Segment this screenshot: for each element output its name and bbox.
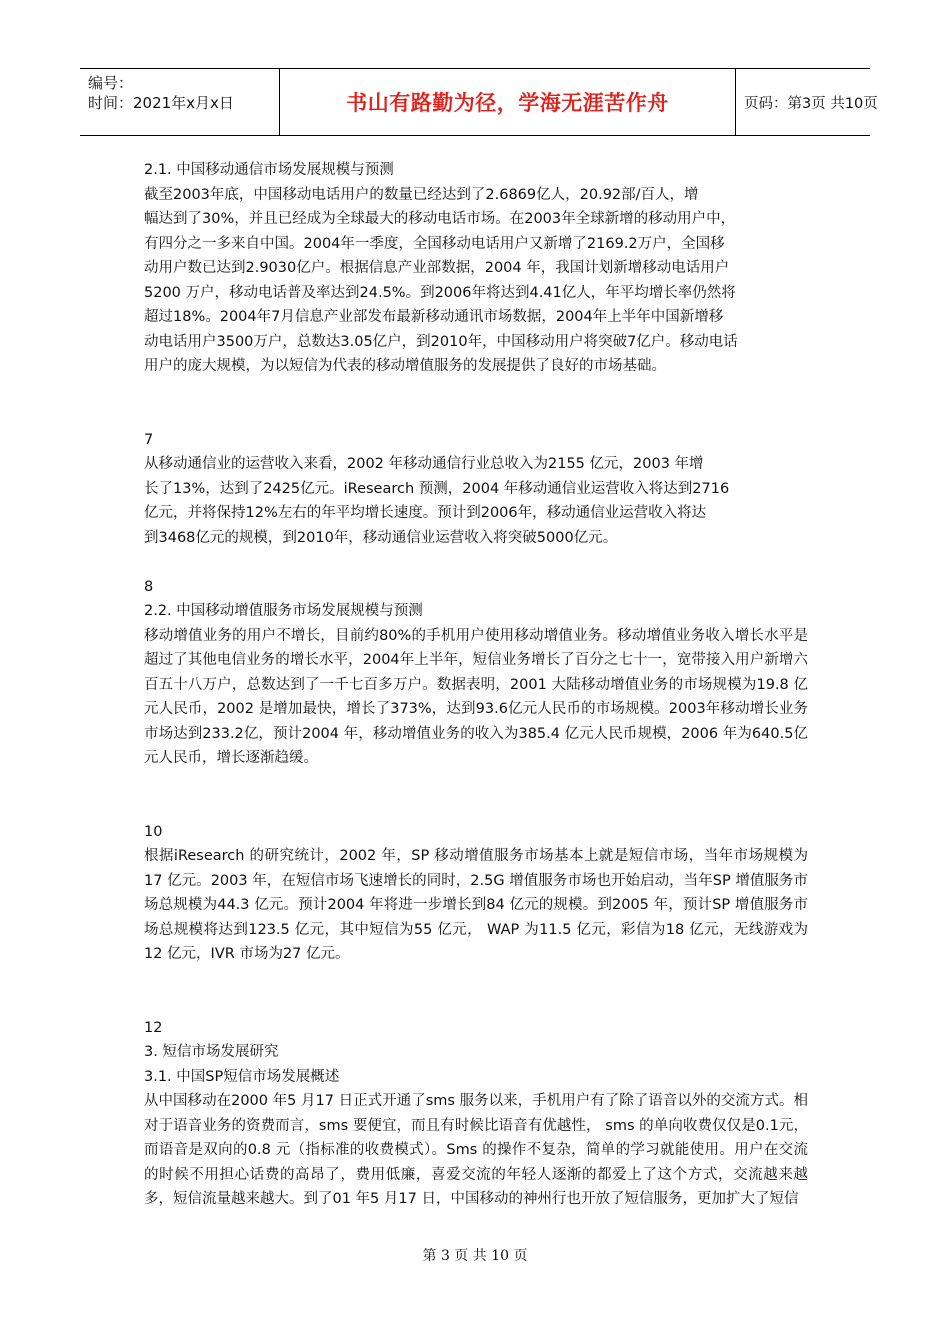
page-number-marker: 7 — [144, 431, 154, 448]
header-time-label: 时间：2021年x月x日 — [88, 94, 234, 112]
section-2-1-heading: 2.1. 中国移动通信市场发展规模与预测 — [144, 162, 394, 178]
revenue-line: 亿元，并将保持12%左右的年平均增长速度。预计到2006年，移动通信业运营收入将达 — [144, 505, 707, 521]
sp-market-paragraph: 根据iResearch 的研究统计，2002 年，SP 移动增值服务市场基本上就是短信市场，当年市场规模为17 亿元。2003 年，在短信市场飞速增长的同时，2.5G 增值服务市场也开始启动，当年SP 增值服务市场总规模为44.3 亿元。预计2004 年将进一步增长到84 亿元的规模。到2005 年，预计SP 增值服务市场总规模将达到123.5 亿元，其中短信为55 亿元， WAP 为11.5 亿元，彩信为18 亿元，无线游戏为12 亿元，IVR 市场为27 亿元。 — [144, 848, 808, 962]
section-2-2-paragraph: 移动增值业务的用户不增长，目前约80%的手机用户使用移动增值业务。移动增值业务收入增长水平是超过了其他电信业务的增长水平，2004年上半年，短信业务增长了百分之七十一，宽带接入用户新增六百五十八万户，总数达到了一千七百多万户。数据表明，2001 大陆移动增值业务的市场规模为19.8 亿元人民币，2002 是增加最快，增长了373%，达到93.6亿元人民币的市场规模。2003年移动增长业务市场达到233.2亿，预计2004 年，移动增值业务的收入为385.4 亿元人民币规模，2006 年为640.5亿元人民币，增长逐渐趋缓。 — [144, 627, 808, 766]
section-3-heading: 3. 短信市场发展研究 — [144, 1044, 279, 1060]
page-header — [80, 68, 878, 136]
revenue-line: 从移动通信业的运营收入来看，2002 年移动通信行业总收入为2155 亿元，2003 年增 — [144, 456, 704, 472]
section-2-1-line: 有四分之一多来自中国。2004年一季度，全国移动电话用户又新增了2169.2万户，全国移 — [144, 235, 725, 252]
page-number-marker: 10 — [144, 823, 163, 840]
section-2-1-line: 截至2003年底，中国移动电话用户的数量已经达到了2.6869亿人，20.92部/百人，增 — [144, 186, 699, 203]
section-2-1-line: 超过18%。2004年7月信息产业部发布最新移动通讯市场数据，2004年上半年中国新增移 — [144, 309, 724, 325]
section-3-1-paragraph: 从中国移动在2000 年5 月17 日正式开通了sms 服务以来，手机用户有了除了语音以外的交流方式。相对于语音业务的资费而言，sms 要便宜，而且有时候比语音有优越性， sms 的单向收费仅仅是0.1元，而语音是双向的0.8 元（指标准的收费模式）。Sms 的操作不复杂，简单的学习就能使用。用户在交流的时候不用担心话费的高昂了，费用低廉，喜爱交流的年轻人逐渐的都爱上了这个方式，交流越来越多，短信流量越来越大。到了01 年5 月17 日，中国移动的神州行也开放了短信服务，更加扩大了短信 — [144, 1093, 808, 1207]
section-2-1-line: 5200 万户，移动电话普及率达到24.5%。到2006年将达到4.41亿人，年平均增长率仍然将 — [144, 284, 736, 301]
section-2-2-heading: 2.2. 中国移动增值服务市场发展规模与预测 — [144, 603, 423, 619]
header-page-info: 页码：第3页 共10页 — [744, 95, 878, 112]
page-number-marker: 8 — [144, 578, 154, 595]
header-motto: 书山有路勤为径，学海无涯苦作舟 — [280, 69, 736, 135]
section-3-1-heading: 3.1. 中国SP短信市场发展概述 — [144, 1068, 340, 1085]
section-2-1-line: 动电话用户3500万户，总数达3.05亿户，到2010年，中国移动用户将突破7亿户。移动电话 — [144, 333, 738, 350]
document-body — [144, 158, 808, 1212]
page-number-marker: 12 — [144, 1019, 163, 1036]
header-number-label: 编号： — [88, 74, 134, 92]
revenue-line: 长了13%，达到了2425亿元。iResearch 预测，2004 年移动通信业运营收入将达到2716 — [144, 480, 730, 497]
revenue-line: 到3468亿元的规模，到2010年，移动通信业运营收入将突破5000亿元。 — [144, 529, 618, 546]
section-2-1-line: 用户的庞大规模，为以短信为代表的移动增值服务的发展提供了良好的市场基础。 — [144, 358, 666, 374]
section-2-1-line: 动用户数已达到2.9030亿户。根据信息产业部数据，2004 年，我国计划新增移动电话用户 — [144, 260, 730, 276]
header-meta-cell — [80, 69, 280, 135]
section-2-1-line: 幅达到了30%，并且已经成为全球最大的移动电话市场。在2003年全球新增的移动用户中， — [144, 211, 736, 227]
page-footer: 第 3 页 共 10 页 — [422, 1248, 528, 1264]
